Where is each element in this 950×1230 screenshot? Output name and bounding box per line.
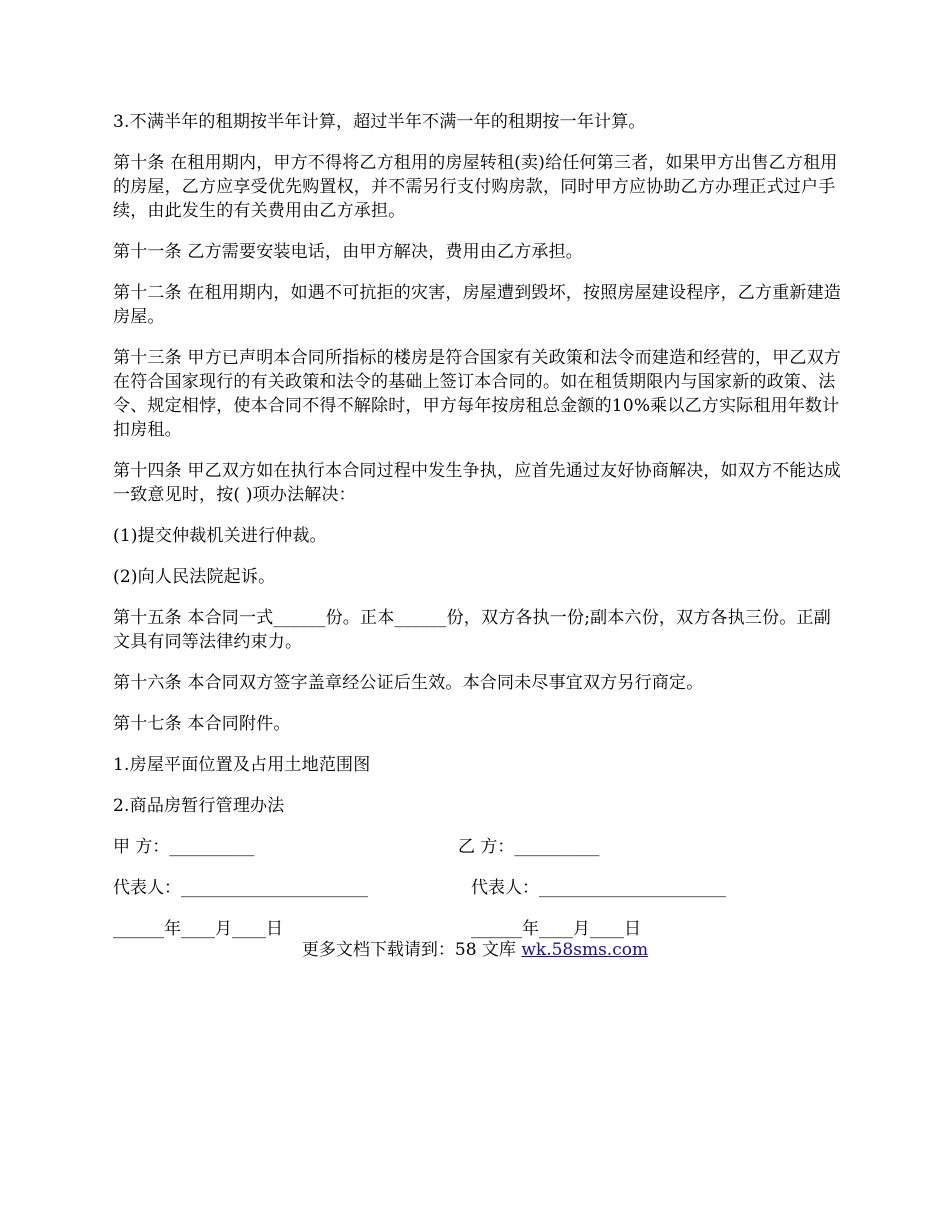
representative-b-field: 代表人：______________________	[471, 878, 726, 898]
download-footer	[0, 938, 950, 962]
footer-link[interactable]: wk.58sms.com	[521, 940, 649, 960]
paragraph-article-13: 第十三条 甲方已声明本合同所指标的楼房是符合国家有关政策和法令而建造和经营的，甲乙双方在符合国家现行的有关政策和法令的基础上签订本合同的。如在租赁期限内与国家新的政策、法令、规定相悖，使本合同不得不解除时，甲方每年按房租总金额的10%乘以乙方实际租用年数计扣房租。	[113, 348, 842, 440]
date-b-field: ______年____月____日	[471, 919, 641, 939]
document-body	[113, 110, 843, 958]
paragraph-attachment-2: 2.商品房暂行管理办法	[113, 796, 285, 816]
party-a-field: 甲 方：__________	[113, 837, 255, 857]
paragraph-article-12: 第十二条 在租用期内，如遇不可抗拒的灾害，房屋遭到毁坏，按照房屋建设程序，乙方重新建造房屋。	[113, 283, 842, 327]
paragraph-option-2: (2)向人民法院起诉。	[113, 567, 276, 587]
representative-a-field: 代表人：______________________	[113, 878, 368, 898]
paragraph-article-14: 第十四条 甲乙双方如在执行本合同过程中发生争执，应首先通过友好协商解决，如双方不能达成一致意见时，按( )项办法解决：	[113, 461, 842, 505]
paragraph-attachment-1: 1.房屋平面位置及占用土地范围图	[113, 755, 371, 775]
footer-text: 更多文档下载请到：58 文库	[301, 940, 522, 960]
paragraph-article-17: 第十七条 本合同附件。	[113, 714, 291, 734]
paragraph-term-3: 3.不满半年的租期按半年计算，超过半年不满一年的租期按一年计算。	[113, 112, 646, 132]
date-a-field: ______年____月____日	[113, 919, 283, 939]
paragraph-article-15: 第十五条 本合同一式______份。正本______份，双方各执一份;副本六份，双方各执三份。正副文具有同等法律约束力。	[113, 608, 831, 652]
paragraph-option-1: (1)提交仲裁机关进行仲裁。	[113, 526, 327, 546]
signature-party-row	[113, 835, 843, 859]
paragraph-article-11: 第十一条 乙方需要安装电话，由甲方解决，费用由乙方承担。	[113, 242, 584, 262]
party-b-field: 乙 方：__________	[458, 837, 600, 857]
paragraph-article-16: 第十六条 本合同双方签字盖章经公证后生效。本合同未尽事宜双方另行商定。	[113, 673, 704, 693]
signature-representative-row	[113, 876, 843, 900]
paragraph-article-10: 第十条 在租用期内，甲方不得将乙方租用的房屋转租(卖)给任何第三者，如果甲方出售乙方租用的房屋，乙方应享受优先购置权，并不需另行支付购房款，同时甲方应协助乙方办理正式过户手续，由此发生的有关费用由乙方承担。	[113, 153, 838, 221]
